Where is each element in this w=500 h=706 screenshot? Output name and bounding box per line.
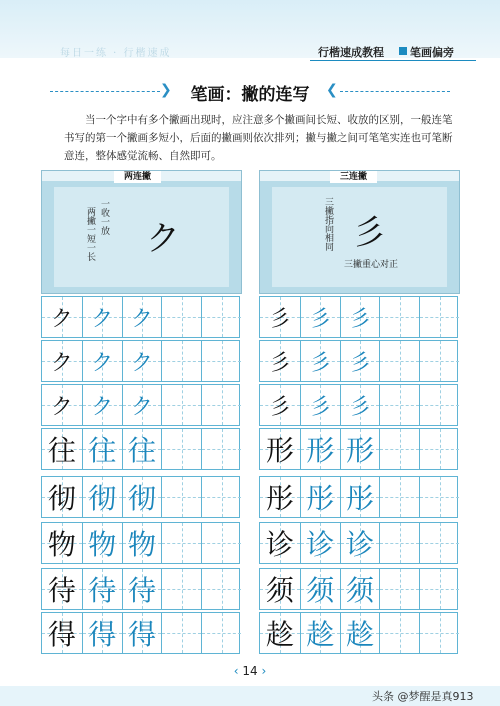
example-char: 彡 <box>352 213 386 253</box>
trace-char: 往 <box>127 434 156 467</box>
practice-cell <box>260 297 300 337</box>
title-banner <box>0 80 500 104</box>
practice-cell <box>201 523 241 563</box>
trace-char: ク <box>130 350 153 376</box>
practice-cell <box>419 297 459 337</box>
practice-cell <box>340 523 380 563</box>
panel-note-center: 三撇重心对正 <box>344 260 399 270</box>
panel-tab-label: 三连撇 <box>330 171 377 183</box>
practice-cell <box>161 341 201 381</box>
trace-char: 须 <box>306 574 335 607</box>
trace-char: 彡 <box>348 306 371 332</box>
model-char: 形 <box>265 434 294 467</box>
trace-char: 待 <box>127 574 156 607</box>
practice-cell <box>201 477 241 517</box>
practice-cell <box>82 523 122 563</box>
practice-cell <box>300 569 340 609</box>
practice-cell <box>419 429 459 469</box>
header-faded-text: 每日一练 · 行楷速成 <box>60 48 172 59</box>
practice-row <box>41 568 240 610</box>
practice-cell <box>419 569 459 609</box>
practice-cell <box>42 477 82 517</box>
practice-cell <box>379 569 419 609</box>
practice-cell <box>161 613 201 653</box>
panel-inner <box>54 187 229 287</box>
practice-cell <box>42 341 82 381</box>
trace-char: 彡 <box>348 350 371 376</box>
trace-char: 物 <box>127 528 156 561</box>
practice-cell <box>161 297 201 337</box>
trace-char: ク <box>130 394 153 420</box>
practice-row <box>259 296 458 338</box>
practice-row <box>41 296 240 338</box>
practice-row <box>41 476 240 518</box>
trace-char: 彡 <box>309 306 332 332</box>
practice-cell <box>161 477 201 517</box>
practice-cell <box>300 477 340 517</box>
example-panel-three-strokes <box>259 170 460 294</box>
model-char: 彻 <box>47 482 76 515</box>
practice-cell <box>300 341 340 381</box>
model-char: 诊 <box>265 528 294 561</box>
practice-cell <box>42 523 82 563</box>
trace-char: 往 <box>88 434 117 467</box>
practice-cell <box>201 341 241 381</box>
practice-row <box>259 476 458 518</box>
chevron-right-icon: ❮ <box>326 82 338 98</box>
trace-char: 彤 <box>345 482 374 515</box>
model-char: ク <box>50 306 73 332</box>
model-char: 往 <box>47 434 76 467</box>
practice-row <box>41 340 240 382</box>
practice-cell <box>122 341 162 381</box>
model-char: 彡 <box>268 350 291 376</box>
practice-cell <box>82 297 122 337</box>
page-number-value: 14 <box>242 664 258 678</box>
practice-row <box>259 340 458 382</box>
trace-char: 彻 <box>88 482 117 515</box>
practice-cell <box>260 341 300 381</box>
practice-cell <box>161 569 201 609</box>
practice-cell <box>82 569 122 609</box>
practice-row <box>41 612 240 654</box>
practice-cell <box>300 613 340 653</box>
model-char: 物 <box>47 528 76 561</box>
practice-cell <box>42 569 82 609</box>
trace-char: ク <box>91 306 114 332</box>
example-char: ク <box>146 219 180 259</box>
practice-cell <box>340 613 380 653</box>
practice-cell <box>300 429 340 469</box>
trace-char: 诊 <box>345 528 374 561</box>
practice-cell <box>419 613 459 653</box>
chevron-left-icon: ‹ <box>233 664 239 678</box>
practice-cell <box>379 297 419 337</box>
practice-cell <box>42 385 82 425</box>
title-dash-left <box>50 91 160 92</box>
practice-cell <box>82 613 122 653</box>
practice-cell <box>300 523 340 563</box>
practice-cell <box>122 569 162 609</box>
trace-char: 物 <box>88 528 117 561</box>
intro-paragraph: 当一个字中有多个撇画出现时，应注意多个撇画间长短、收放的区别，一般连笔书写的第一个撇画多短小，后面的撇画则依次排列；撇与撇之间可笔笔实连也可笔断意连，整体感觉流畅、自然即可。 <box>64 114 453 162</box>
practice-cell <box>300 385 340 425</box>
panel-note-length: 两撇一短一长 <box>85 207 95 261</box>
practice-cell <box>260 569 300 609</box>
practice-cell <box>161 523 201 563</box>
trace-char: 形 <box>306 434 335 467</box>
trace-char: 得 <box>88 618 117 651</box>
practice-cell <box>42 429 82 469</box>
practice-row <box>259 428 458 470</box>
model-char: 彤 <box>265 482 294 515</box>
model-char: ク <box>50 350 73 376</box>
panel-inner <box>272 187 447 287</box>
trace-char: 彡 <box>309 394 332 420</box>
practice-cell <box>82 429 122 469</box>
header-divider <box>310 60 476 61</box>
section-title: 笔画偏旁 <box>410 46 454 59</box>
trace-char: 彻 <box>127 482 156 515</box>
practice-cell <box>379 477 419 517</box>
practice-row <box>259 568 458 610</box>
practice-cell <box>340 569 380 609</box>
practice-cell <box>122 523 162 563</box>
practice-cell <box>379 429 419 469</box>
practice-row <box>259 612 458 654</box>
model-char: 彡 <box>268 306 291 332</box>
panel-note-collect: 一收一放 <box>99 199 109 235</box>
practice-cell <box>201 297 241 337</box>
practice-cell <box>419 477 459 517</box>
practice-row <box>259 522 458 564</box>
practice-cell <box>340 429 380 469</box>
practice-cell <box>340 385 380 425</box>
model-char: 彡 <box>268 394 291 420</box>
practice-cell <box>201 569 241 609</box>
practice-cell <box>122 477 162 517</box>
practice-cell <box>82 477 122 517</box>
book-title: 行楷速成教程 <box>318 46 384 59</box>
trace-char: ク <box>91 350 114 376</box>
trace-char: ク <box>130 306 153 332</box>
trace-char: 须 <box>345 574 374 607</box>
practice-cell <box>122 297 162 337</box>
trace-char: 趁 <box>306 618 335 651</box>
practice-cell <box>340 477 380 517</box>
practice-cell <box>340 341 380 381</box>
example-panel-two-strokes <box>41 170 242 294</box>
chevron-left-icon: ❯ <box>160 82 172 98</box>
trace-char: ク <box>91 394 114 420</box>
model-char: ク <box>50 394 73 420</box>
trace-char: 彡 <box>309 350 332 376</box>
practice-cell <box>122 429 162 469</box>
practice-row <box>259 384 458 426</box>
trace-char: 得 <box>127 618 156 651</box>
practice-cell <box>379 341 419 381</box>
practice-cell <box>42 613 82 653</box>
model-char: 得 <box>47 618 76 651</box>
practice-cell <box>340 297 380 337</box>
practice-cell <box>122 613 162 653</box>
model-char: 趁 <box>265 618 294 651</box>
section-marker-icon <box>399 47 407 55</box>
practice-cell <box>379 385 419 425</box>
panel-tab-label: 两连撇 <box>114 171 161 183</box>
trace-char: 诊 <box>306 528 335 561</box>
practice-cell <box>260 429 300 469</box>
practice-cell <box>260 477 300 517</box>
trace-char: 彤 <box>306 482 335 515</box>
panel-note-direction: 三撇指向相同 <box>323 197 333 251</box>
practice-cell <box>201 429 241 469</box>
practice-row <box>41 428 240 470</box>
title-dash-right <box>340 91 450 92</box>
practice-cell <box>379 613 419 653</box>
practice-cell <box>122 385 162 425</box>
practice-cell <box>379 523 419 563</box>
practice-row <box>41 522 240 564</box>
practice-cell <box>260 613 300 653</box>
trace-char: 待 <box>88 574 117 607</box>
trace-char: 彡 <box>348 394 371 420</box>
practice-cell <box>201 613 241 653</box>
model-char: 待 <box>47 574 76 607</box>
practice-cell <box>260 385 300 425</box>
practice-cell <box>260 523 300 563</box>
practice-cell <box>419 523 459 563</box>
practice-cell <box>300 297 340 337</box>
page-title: 笔画：撇的连写 <box>190 85 310 105</box>
chevron-right-icon: › <box>261 664 267 678</box>
practice-row <box>41 384 240 426</box>
trace-char: 趁 <box>345 618 374 651</box>
practice-cell <box>419 341 459 381</box>
practice-cell <box>161 429 201 469</box>
practice-cell <box>82 341 122 381</box>
practice-cell <box>42 297 82 337</box>
practice-cell <box>419 385 459 425</box>
watermark: 头条 @梦醒是真913 <box>372 690 474 703</box>
practice-cell <box>161 385 201 425</box>
model-char: 须 <box>265 574 294 607</box>
practice-cell <box>201 385 241 425</box>
page-number <box>0 664 500 678</box>
trace-char: 形 <box>345 434 374 467</box>
practice-cell <box>82 385 122 425</box>
